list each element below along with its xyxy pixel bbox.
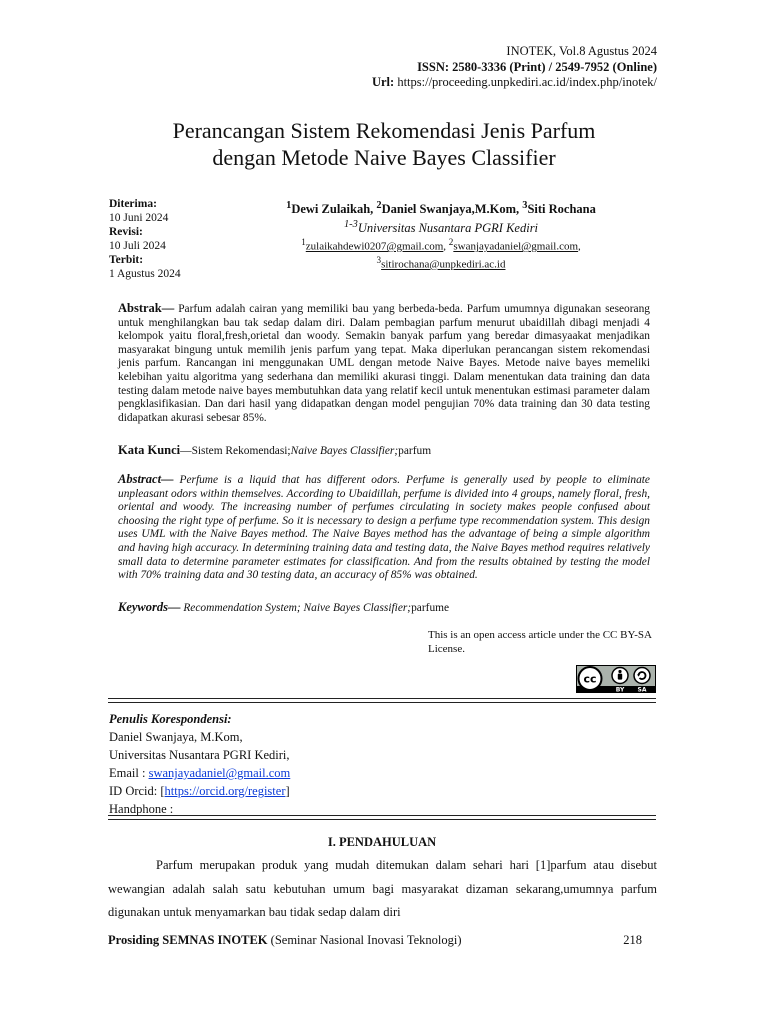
abstrak-label: Abstrak— [118,301,175,315]
url-link[interactable]: https://proceeding.unpkediri.ac.id/index.php/inotek/ [397,75,657,89]
journal-header [372,44,657,91]
correspondence-email: Email : swanjayadaniel@gmail.com [109,766,291,780]
author-block: $^1$Dewi Zulaikah, $^2$Daniel Swanjaya,M.Kom, $^3$Siti Rochana $^{1-3}$Universitas Nusantara PGRI Kediri $^1$zulaikahdewi0207@gmail.com, $^2$swanjayadaniel@gmail.com, $^3$sitirochana@unpkediri.ac.id [210,198,672,272]
email-3[interactable]: sitirochana@unpkediri.ac.id [381,258,506,271]
paper-title [108,117,660,171]
author-emails: $^1$zulaikahdewi0207@gmail.com, $^2$swanjayadaniel@gmail.com, [301,237,581,253]
author-names: $^1$Dewi Zulaikah, $^2$Daniel Swanjaya,M.Kom, $^3$Siti Rochana [286,200,596,217]
abstract-label: Abstract— [118,472,174,486]
correspondence-block [109,710,290,818]
page-number: 218 [623,933,642,947]
cc-by-sa-icon[interactable] [576,665,656,693]
correspondence-phone: Handphone : [109,802,174,816]
footer-proceedings: Prosiding SEMNAS INOTEK [108,933,268,947]
revised-date: 10 Juli 2024 [109,240,166,252]
kata-kunci-label: Kata Kunci [118,443,181,457]
svg-text:BY: BY [615,686,625,693]
orcid-link[interactable]: https://orcid.org/register [164,784,286,798]
email-2[interactable]: swanjayadaniel@gmail.com [453,240,579,253]
received-date: 10 Juni 2024 [109,212,169,224]
license-note: This is an open access article under the CC BY-SA License. [428,629,652,655]
published-label: Terbit: [109,254,144,266]
abstract-text: Perfume is a liquid that has different odors. Perfume is generally used by people to eliminate unpleasant odors within themselves. According to Ubaidillah, perfume is divided into 4 groups, namely floral, fresh, oriental and woody. The increasing number of perfumes circulating in society makes people confused about choosing the right type of perfume. So it is necessary to design a perfume type recommendation system. This design uses UML with the Naive Bayes method. The Naive Bayes method has the advantage of being a simple algorithm and having high accuracy. In determining training data and testing data, the Naive Bayes method requires relatively small data to determine parameter estimates for classification. And from the results obtained by testing the model with 70% training data and 30 testing data, an accuracy of 85% was obtained. [118,474,650,582]
url-label: Url: [371,75,395,89]
email-1[interactable]: zulaikahdewi0207@gmail.com [305,240,444,253]
correspondence-email-link[interactable]: swanjayadaniel@gmail.com [148,766,291,780]
correspondence-name: Daniel Swanjaya, M.Kom, [109,730,243,744]
page-footer [108,933,642,948]
footer-description: (Seminar Nasional Inovasi Teknologi) [267,933,462,947]
kata-kunci: Kata Kunci—Sistem Rekomendasi;Naive Bayes Classifier;parfum [118,443,432,457]
journal-url [372,75,657,91]
abstrak-text: Parfum adalah cairan yang memiliki bau yang berbeda-beda. Parfum umumnya digunakan seseorang untuk menghilangkan bau tak sedap dalam diri. Dalam pembagian parfum menurut ubaidillah dibagi menjadi 4 kelompok yaitu floral,fresh,orietal dan woody. Semakin banyak parfum yang beredar dimasyaakat menjadikan masyarakat bingung untuk memilih jenis parfum yang tepat. Maka diperlukan perancangan sistem rekomendasi jenis parfum. Rancangan ini menggunakan UML dengan metode Naive Bayes. Metode naive bayes memeliki kelebihan yaitu algoritma yang sederhana dan memiliki akurasi tinggi. Dalam menentukan data training dan data testing dalam metode naive bayes membutuhkan data yang relatif kecil untuk menentukan estimasi parameter dalam pengklasifikasian. Dan dari hasil yang didapatkan dengan model pengujian 70% data training dan 30 data testing didapatkan akurasi sebesar 85%. [118,303,650,424]
correspondence-institution: Universitas Nusantara PGRI Kediri, [109,748,290,762]
title-line-1: Perancangan Sistem Rekomendasi Jenis Parfum [172,118,596,143]
abstract-english [118,473,650,583]
received-label: Diterima: [109,198,157,210]
divider-bottom [108,815,656,820]
section-heading: I. PENDAHULUAN [327,835,437,849]
published-date: 1 Agustus 2024 [109,268,181,280]
correspondence-label: Penulis Korespondensi: [109,712,232,726]
correspondence-orcid: ID Orcid: [https://orcid.org/register] [109,784,290,798]
abstrak [118,302,650,425]
keywords-label: Keywords— [118,600,181,614]
journal-issue: INOTEK, Vol.8 Agustus 2024 [506,44,657,58]
body-paragraph: Parfum merupakan produk yang mudah ditemukan dalam sehari hari [1]parfum atau disebut wewangian adalah salah satu kebutuhan umum bagi masyarakat dizaman sekarang,umumnya parfum digunakan untuk menyamarkan bau tidak sedap dalam diri [108,858,657,919]
affiliation: $^{1-3}$Universitas Nusantara PGRI Kediri [343,219,539,236]
svg-text:SA: SA [637,686,647,693]
title-line-2: dengan Metode Naive Bayes Classifier [212,145,556,170]
journal-issn: ISSN: 2580-3336 (Print) / 2549-7952 (Online) [417,59,657,74]
svg-text:cc: cc [583,672,597,686]
revised-label: Revisi: [109,226,143,238]
keywords-english: Keywords— Recommendation System; Naive Bayes Classifier;parfume [118,600,450,614]
divider-top [108,698,656,703]
